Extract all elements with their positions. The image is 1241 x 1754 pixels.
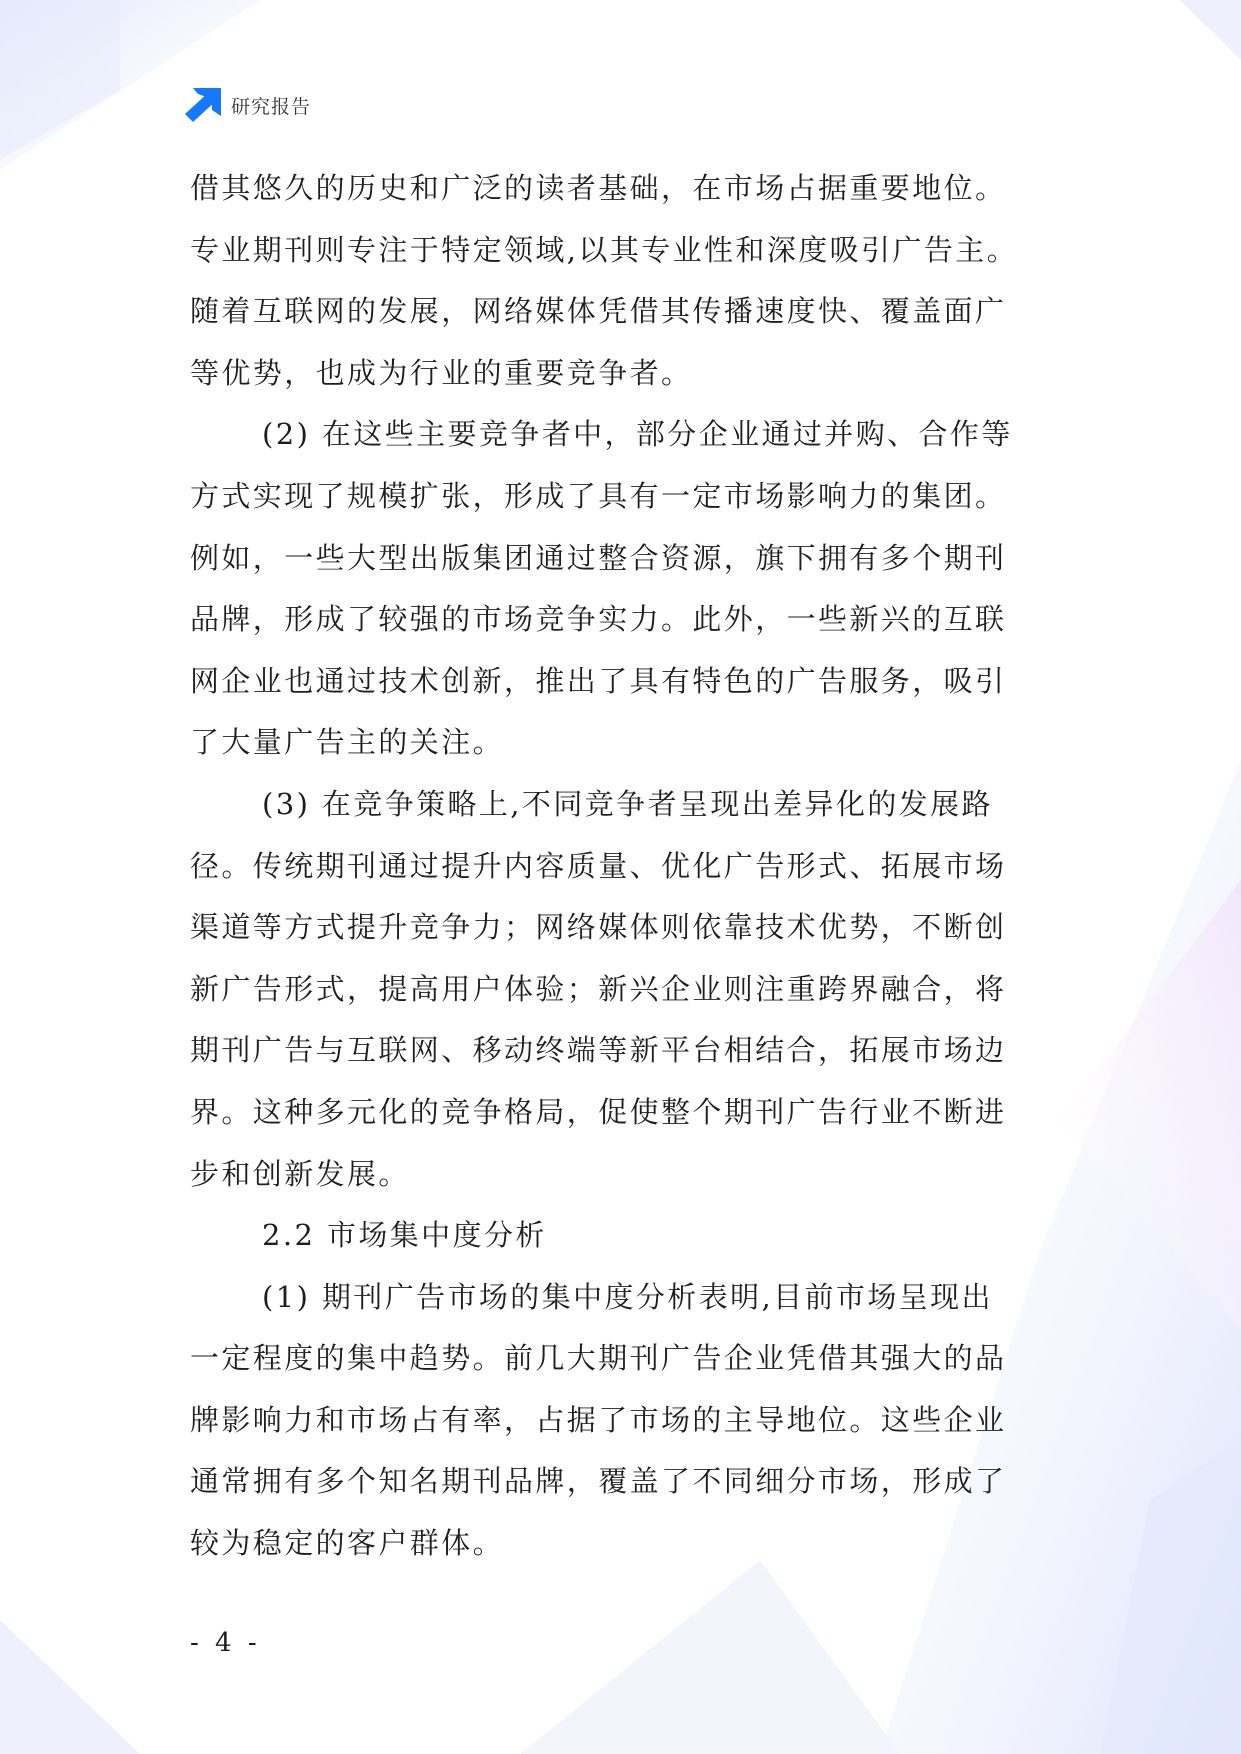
text-line: 品牌，形成了较强的市场竞争实力。此外，一些新兴的互联 [190,602,1007,637]
text-line: 较为稳定的客户群体。 [190,1526,505,1561]
text-line: 随着互联网的发展，网络媒体凭借其传播速度快、覆盖面广 [190,294,1007,329]
text-line: 等优势，也成为行业的重要竞争者。 [190,355,693,390]
arrow-up-right-icon [185,88,221,122]
paragraph-start: (1) 期刊广告市场的集中度分析表明,目前市场呈现出 [262,1279,993,1314]
text-line: 网企业也通过技术创新，推出了具有特色的广告服务，吸引 [190,663,1007,698]
section-heading: 2.2 市场集中度分析 [262,1218,547,1253]
paragraph-start: (3) 在竞争策略上,不同竞争者呈现出差异化的发展路 [262,786,993,821]
text-line: 径。传统期刊通过提升内容质量、优化广告形式、拓展市场 [190,848,1007,883]
text-line: 渠道等方式提升竞争力；网络媒体则依靠技术优势，不断创 [190,910,1007,945]
text-line: 了大量广告主的关注。 [190,725,505,760]
text-line: 专业期刊则专注于特定领域,以其专业性和深度吸引广告主。 [190,232,1019,267]
text-line: 一定程度的集中趋势。前几大期刊广告企业凭借其强大的品 [190,1341,1007,1376]
text-line: 方式实现了规模扩张，形成了具有一定市场影响力的集团。 [190,478,1007,513]
text-line: 借其悠久的历史和广泛的读者基础，在市场占据重要地位。 [190,171,1007,205]
text-line: 期刊广告与互联网、移动终端等新平台相结合，拓展市场边 [190,1033,1007,1068]
text-line: 步和创新发展。 [190,1156,410,1191]
text-line: 牌影响力和市场占有率，占据了市场的主导地位。这些企业 [190,1402,1007,1437]
page-number: - 4 - [190,1628,261,1658]
text-line: 例如，一些大型出版集团通过整合资源，旗下拥有多个期刊 [190,540,1007,575]
document-body [190,158,1080,1575]
report-header [185,88,311,122]
paragraph-start: (2) 在这些主要竞争者中，部分企业通过并购、合作等 [262,417,1013,452]
text-line: 界。这种多元化的竞争格局，促使整个期刊广告行业不断进 [190,1094,1007,1129]
header-title: 研究报告 [231,95,312,118]
text-line: 新广告形式，提高用户体验；新兴企业则注重跨界融合，将 [190,971,1007,1006]
text-line: 通常拥有多个知名期刊品牌，覆盖了不同细分市场，形成了 [190,1464,1007,1499]
